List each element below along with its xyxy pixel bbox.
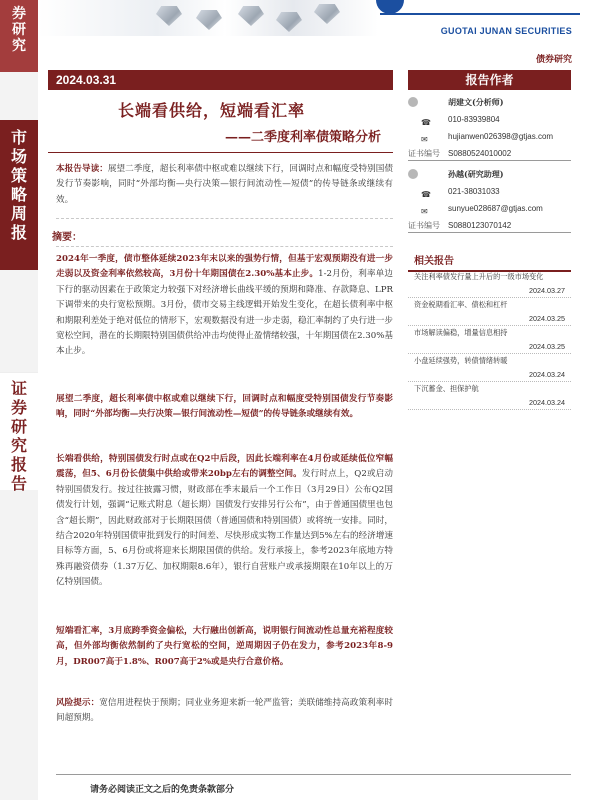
author-name: 胡建文(分析师) bbox=[448, 97, 504, 107]
phone-icon: ☎ bbox=[421, 118, 431, 127]
banner-char: 周 bbox=[10, 204, 27, 223]
banner-char: 券 bbox=[10, 398, 27, 417]
related-report-item[interactable] bbox=[408, 354, 571, 382]
author-card bbox=[408, 94, 571, 162]
divider bbox=[56, 246, 393, 247]
title-divider bbox=[48, 152, 393, 153]
banner-char: 究 bbox=[10, 436, 27, 455]
banner-char: 研 bbox=[10, 417, 27, 436]
related-report-item[interactable] bbox=[408, 270, 571, 298]
diamond-icon bbox=[238, 6, 264, 26]
paragraph-short-end-bold: 短端看汇率，3月底跨季资金偏松，大行融出创新高，说明银行间流动性总量充裕程度较高，但外部均衡依然制约了央行宽松的空间，逆周期因子仍在发力，参考2023年8-9月，DR007高于1.8%、R007高于2%或是央行合意价格。 bbox=[56, 626, 393, 667]
banner-char: 策 bbox=[10, 166, 27, 185]
paragraph-q1 bbox=[56, 252, 393, 360]
related-report-title[interactable]: 下沉蓄金、担保护航 bbox=[414, 384, 479, 393]
risk-paragraph bbox=[56, 696, 393, 727]
related-report-date: 2024.03.27 bbox=[529, 286, 565, 295]
banner-char: 略 bbox=[10, 185, 27, 204]
author-email: sunyue028687@gtjas.com bbox=[448, 204, 543, 213]
summary-label: 摘要： bbox=[52, 232, 82, 243]
related-report-date: 2024.03.25 bbox=[529, 314, 565, 323]
paragraph-outlook-bold: 展望二季度，超长利率债中枢或难以继续下行，回调时点和幅度受特别国债发行节奏影响，同时“外部均衡—央行决策—银行间流动性—短债”的传导链条或继续有效。 bbox=[56, 394, 393, 420]
related-report-title[interactable]: 市场解读偏稳，增量信息相持 bbox=[414, 328, 508, 337]
author-email: hujianwen026398@gtjas.com bbox=[448, 132, 554, 141]
related-reports-list bbox=[408, 270, 571, 410]
related-report-date: 2024.03.24 bbox=[529, 370, 565, 379]
divider bbox=[56, 218, 393, 219]
related-report-title[interactable]: 小盘延续强势，转债情绪转暖 bbox=[414, 356, 508, 365]
doc-type: 债券研究 bbox=[535, 55, 572, 65]
paragraph-long-end-bold: 长端看供给，特别国债发行时点或在Q2中后段，因此长端利率在4月份或延续低位窄幅震荡，但5、6月份长债集中供给或带来20bp左右的调整空间。 bbox=[56, 454, 393, 480]
phone-icon: ☎ bbox=[421, 190, 431, 199]
related-report-title[interactable]: 资金税期看汇率、债松和杠杆 bbox=[414, 300, 508, 309]
author-phone: 021-38031033 bbox=[448, 187, 500, 196]
cert-number: S0880524010002 bbox=[448, 149, 512, 158]
banner-report-series bbox=[0, 120, 38, 270]
related-report-item[interactable] bbox=[408, 326, 571, 354]
diamond-icon bbox=[196, 10, 222, 30]
email-icon: ✉ bbox=[421, 207, 428, 216]
author-card bbox=[408, 166, 571, 234]
banner-char: 研 bbox=[12, 22, 26, 38]
email-icon: ✉ bbox=[421, 135, 428, 144]
header-decoration bbox=[38, 0, 378, 36]
banner-char: 报 bbox=[10, 455, 27, 474]
diamond-icon bbox=[276, 12, 302, 32]
person-icon bbox=[408, 169, 418, 179]
footer-divider bbox=[56, 774, 571, 775]
banner-char: 报 bbox=[10, 223, 27, 242]
author-divider bbox=[408, 160, 571, 161]
authors-heading: 报告作者 bbox=[408, 70, 571, 90]
lead-label: 本报告导读： bbox=[56, 164, 108, 174]
diamond-icon bbox=[314, 4, 340, 24]
related-report-title[interactable]: 关注利率债发行量上升后的一级市场变化 bbox=[414, 272, 544, 281]
company-logo bbox=[372, 0, 572, 36]
author-name: 孙越(研究助理) bbox=[448, 169, 504, 179]
related-report-item[interactable] bbox=[408, 298, 571, 326]
paragraph-q1-bold: 2024年一季度，债市整体延续2023年末以来的强势行情，但基于宏观预期没有进一步走弱以及资金利率依然较高，3月份十年期国债在2.30%基本止步。 bbox=[56, 254, 393, 280]
lead-paragraph bbox=[56, 162, 393, 208]
logo-en: GUOTAI JUNAN SECURITIES bbox=[440, 26, 572, 36]
report-subtitle: ——二季度利率债策略分析 bbox=[225, 130, 382, 145]
risk-text: 宽信用进程快于预期；同业业务迎来新一轮严监管；美联储维持高政策利率时间超预期。 bbox=[56, 698, 393, 724]
banner-report-type bbox=[0, 372, 38, 493]
banner-top bbox=[0, 0, 38, 72]
related-report-date: 2024.03.24 bbox=[529, 398, 565, 407]
paragraph-outlook bbox=[56, 392, 393, 423]
paragraph-q1-text: 1-2月份，利率单边下行的驱动因素在于政策定力较强下对经济增长曲线平缓的预期和降准、存款降息、LPR下调带来的央行宽松预期。3月份，债市交易主线逻辑开始发生变化，在超长债利率中枢和期限利差处于绝对低位的情形下，宏观数据没有进一步走弱，稳汇率制约了央行进一步宽松空间，潜在的长期限特别国债供给冲击均使得止盈情绪较强，十年期国债在2.30%基本止步。 bbox=[56, 269, 394, 357]
cert-label: 证书编号 bbox=[408, 149, 440, 158]
banner-char: 券 bbox=[12, 6, 26, 22]
logo-icon bbox=[376, 0, 404, 14]
related-reports-heading: 相关报告 bbox=[408, 252, 571, 272]
banner-char: 究 bbox=[12, 38, 26, 54]
author-divider bbox=[408, 232, 571, 233]
banner-char: 场 bbox=[10, 147, 27, 166]
report-title: 长端看供给，短端看汇率 bbox=[118, 101, 306, 120]
footer-disclaimer: 请务必阅读正文之后的免责条款部分 bbox=[90, 785, 235, 795]
diamond-icon bbox=[156, 6, 182, 26]
paragraph-long-end bbox=[56, 452, 393, 591]
paragraph-short-end bbox=[56, 624, 393, 670]
related-report-date: 2024.03.25 bbox=[529, 342, 565, 351]
cert-label: 证书编号 bbox=[408, 221, 440, 230]
cert-number: S0880123070142 bbox=[448, 221, 512, 230]
report-date: 2024.03.31 bbox=[48, 70, 393, 90]
related-report-item[interactable] bbox=[408, 382, 571, 410]
banner-char: 市 bbox=[10, 128, 27, 147]
paragraph-long-end-text: 发行时点上，Q2或启动特别国债发行。按过往披露习惯，财政部在季末最后一个工作日（3月29日）公布Q2国债发行计划，强调“记账式附息（超长期）国债发行安排另行公布”，由于普通国债里也包含“超长期”，因此财政部对于长期限国债（普通国债和特别国债）或将统一安排。同时，结合2020年特别国债审批到发行的时间差、尽快形成实物工作量达到5%左右的经济增速目标等方面，5、6月份或将迎来长期限国债的供给。发行承接上，参考2023年底地方特殊再融资债券（1.37万亿、加权期限8.6年），银行自营账户或承接期限在10年以上的万亿特别国债。 bbox=[56, 469, 394, 588]
banner-char: 证 bbox=[10, 379, 27, 398]
author-phone: 010-83939804 bbox=[448, 115, 500, 124]
risk-label: 风险提示： bbox=[56, 698, 100, 708]
lead-text: 展望二季度，超长利率债中枢或难以继续下行，回调时点和幅度受特别国债发行节奏影响，同时“外部均衡—央行决策—银行间流动性—短债”的传导链条或继续有效。 bbox=[56, 164, 393, 205]
banner-char: 告 bbox=[10, 474, 27, 493]
person-icon bbox=[408, 97, 418, 107]
